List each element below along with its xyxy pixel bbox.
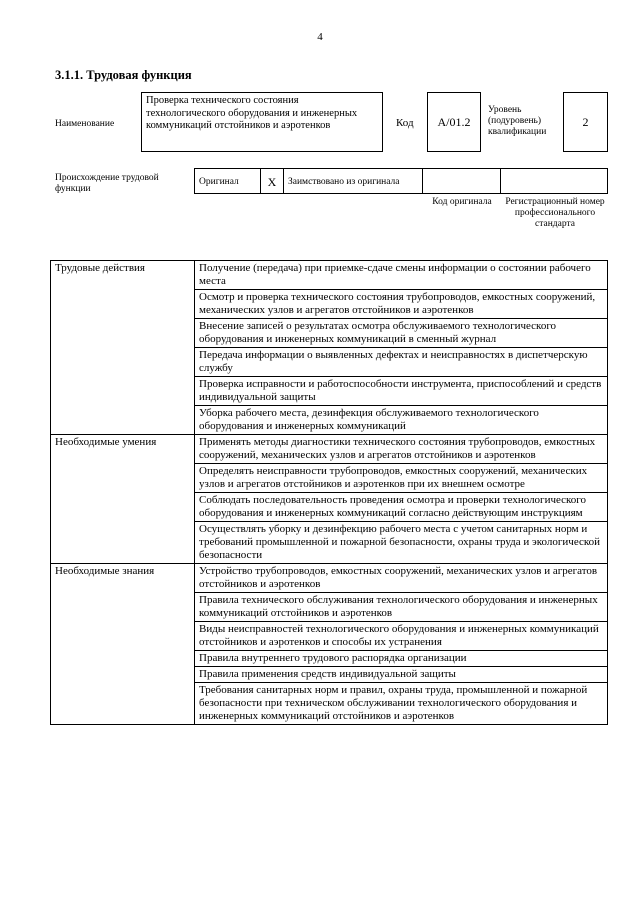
section-title: Трудовые действия (51, 261, 195, 435)
registration-caption: Регистрационный номер профессионального стандарта (505, 197, 605, 229)
level-value: 2 (563, 92, 608, 152)
borrowed-label: Заимствовано из оригинала (288, 177, 400, 187)
page-number: 4 (317, 31, 323, 43)
origin-label: Происхождение трудовой функции (55, 173, 159, 194)
original-label: Оригинал (199, 177, 239, 187)
section-item: Определять неисправности трубопроводов, емкостных сооружений, механических узлов и агрегатов отстойников и аэротенков при их внешнем осмотре (195, 464, 608, 493)
section-item: Требования санитарных норм и правил, охраны труда, промышленной и пожарной безопасности при техническом обслуживании технологического оборудования и инженерных коммуникаций отстойников и аэротенков (195, 683, 608, 725)
origin-divider (500, 168, 501, 194)
section-title: Необходимые знания (51, 564, 195, 725)
name-label: Наименование (55, 119, 115, 129)
section-item: Осуществлять уборку и дезинфекцию рабочего места с учетом санитарных норм и требований промышленной и пожарной безопасности, охраны труда и экологической безопасности (195, 522, 608, 564)
section-item: Соблюдать последовательность проведения осмотра и проверки технологического оборудования и инженерных коммуникаций согласно действующим инструкциям (195, 493, 608, 522)
section-item: Правила внутреннего трудового распорядка организации (195, 651, 608, 667)
table-row (51, 564, 608, 593)
function-table (50, 260, 608, 725)
origin-divider (283, 168, 284, 194)
section-item: Правила технического обслуживания технологического оборудования и инженерных коммуникаций отстойников и аэротенков (195, 593, 608, 622)
table-row (51, 435, 608, 464)
origin-row (194, 168, 608, 194)
level-label: Уровень (подуровень) квалификации (488, 105, 547, 137)
code-value: А/01.2 (427, 92, 481, 152)
section-item: Осмотр и проверка технического состояния трубопроводов, емкостных сооружений, механических узлов и агрегатов отстойников и аэротенков (195, 290, 608, 319)
name-value: Проверка технического состояния технологического оборудования и инженерных коммуникаций отстойников и аэротенков (141, 92, 383, 152)
section-item: Правила применения средств индивидуальной защиты (195, 667, 608, 683)
section-title: Необходимые умения (51, 435, 195, 564)
section-item: Передача информации о выявленных дефектах и неисправностях в диспетчерскую службу (195, 348, 608, 377)
section-item: Применять методы диагностики технического состояния трубопроводов, емкостных сооружений, механических узлов и агрегатов отстойников и аэротенков (195, 435, 608, 464)
section-item: Устройство трубопроводов, емкостных сооружений, механических узлов и агрегатов отстойников и аэротенков (195, 564, 608, 593)
original-mark: X (267, 175, 277, 189)
section-heading: 3.1.1. Трудовая функция (55, 68, 192, 82)
origin-divider (422, 168, 423, 194)
code-label: Код (396, 117, 414, 129)
section-item: Проверка исправности и работоспособности инструмента, приспособлений и средств индивидуальной защиты (195, 377, 608, 406)
section-item: Получение (передача) при приемке-сдаче смены информации о состоянии рабочего места (195, 261, 608, 290)
code-caption: Код оригинала (432, 197, 492, 207)
origin-divider (260, 168, 261, 194)
table-row (51, 261, 608, 290)
section-item: Внесение записей о результатах осмотра обслуживаемого технологического оборудования и инженерных коммуникаций в сменный журнал (195, 319, 608, 348)
section-item: Виды неисправностей технологического оборудования и инженерных коммуникаций отстойников и аэротенков и способы их устранения (195, 622, 608, 651)
section-item: Уборка рабочего места, дезинфекция обслуживаемого технологического оборудования и инженерных коммуникаций (195, 406, 608, 435)
